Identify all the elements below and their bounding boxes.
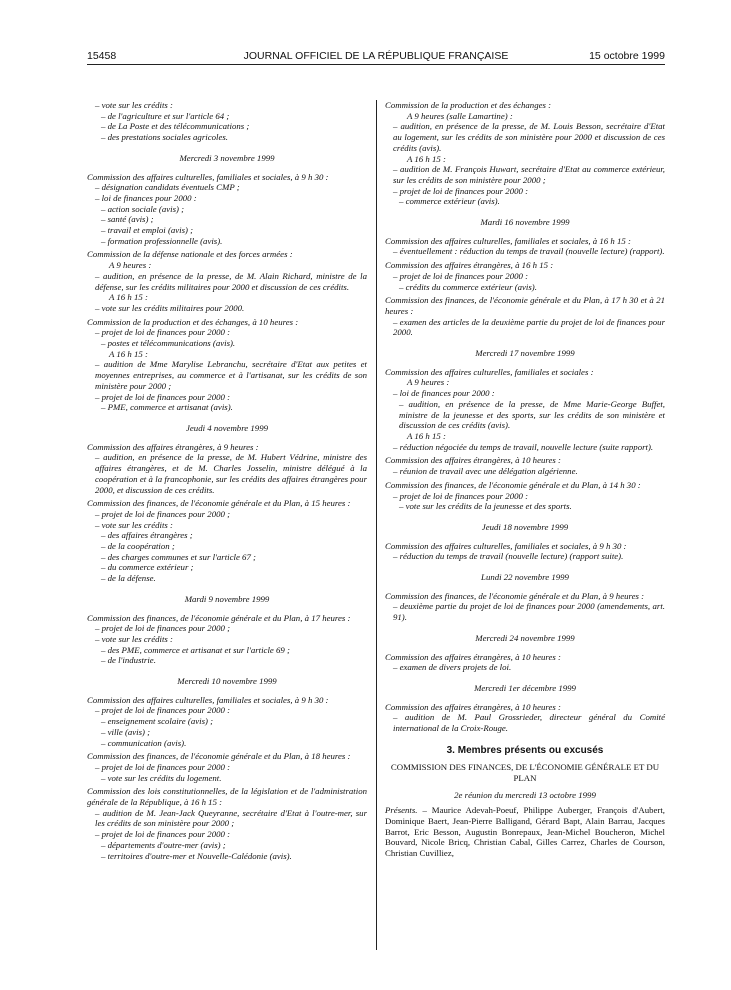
agenda-item: – audition, en présence de la presse, de M. Alain Richard, ministre de la défense, sur les crédits militaires pour 2000 et discussion de ces crédits. <box>95 270 367 292</box>
commission-entry: Commission des affaires culturelles, familiales et sociales, à 9 h 30 : <box>385 540 627 551</box>
agenda-item: – vote sur les crédits : <box>95 633 173 644</box>
commission-entry: Commission des affaires étrangères, à 16 h 15 : <box>385 260 554 271</box>
agenda-item: A 16 h 15 : <box>407 153 446 164</box>
agenda-item: – audition de M. Jean-Jack Queyranne, secrétaire d'Etat à l'outre-mer, sur les crédits de son ministère pour 2000 ; <box>95 807 367 829</box>
agenda-item: – projet de loi de finances pour 2000 : <box>95 327 231 338</box>
agenda-item: – loi de finances pour 2000 : <box>95 192 197 203</box>
agenda-item: – projet de loi de finances pour 2000 : <box>95 705 231 716</box>
agenda-item: – projet de loi de finances pour 2000 ; <box>95 508 231 519</box>
agenda-item: A 9 heures : <box>407 377 450 388</box>
agenda-item: – de l'industrie. <box>101 655 156 666</box>
agenda-item: – réduction du temps de travail (nouvelle lecture) (rapport suite). <box>393 551 624 562</box>
agenda-item: – crédits du commerce extérieur (avis). <box>399 281 537 292</box>
agenda-item: – formation professionnelle (avis). <box>101 235 223 246</box>
agenda-item: – PME, commerce et artisanat (avis). <box>101 402 233 413</box>
commission-heading: COMMISSION DES FINANCES, DE L'ÉCONOMIE GÉNÉRALE ET DU PLAN <box>390 762 660 784</box>
agenda-item: – examen des articles de la deuxième partie du projet de loi de finances pour 2000. <box>393 316 665 338</box>
day-heading: Mercredi 3 novembre 1999 <box>179 152 275 163</box>
agenda-item: – de La Poste et des télécommunications ; <box>101 121 250 132</box>
commission-entry: Commission des affaires étrangères, à 10 heures : <box>385 455 561 466</box>
commission-entry: Commission des finances, de l'économie générale et du Plan, à 14 h 30 : <box>385 479 641 490</box>
agenda-item: – vote sur les crédits : <box>95 519 173 530</box>
commission-entry: Commission des affaires culturelles, familiales et sociales, à 9 h 30 : <box>87 694 329 705</box>
agenda-item: A 16 h 15 : <box>109 348 148 359</box>
commission-entry: Commission des finances, de l'économie générale et du Plan, à 18 heures : <box>87 751 351 762</box>
agenda-item: – audition, en présence de la presse, de M. Louis Besson, secrétaire d'Etat au logement, sur les crédits de son ministère pour 2000 et discussion de ces crédits (avis). <box>393 121 665 153</box>
meeting-subtitle: 2e réunion du mercredi 13 octobre 1999 <box>454 790 596 801</box>
page-header <box>87 50 665 65</box>
agenda-item: – vote sur les crédits militaires pour 2000. <box>95 302 245 313</box>
agenda-item: – projet de loi de finances pour 2000 : <box>393 185 529 196</box>
agenda-item: – du commerce extérieur ; <box>101 562 194 573</box>
day-heading: Jeudi 4 novembre 1999 <box>186 422 268 433</box>
present-members-list: – Maurice Adevah-Poeuf, Philippe Auberger, François d'Aubert, Dominique Baert, Jean-Pierre Balligand, Gérard Bapt, Alain Barrau, Jacques Barrot, Eric Besson, Augustin Bonrepaux, Jean-Michel Boucheron, Michel Bouvard, Nicole Bricq, Christian Cabal, Gilles Carrez, Charles de Courson, Christian Cuvilliez, <box>385 805 665 858</box>
agenda-item: – projet de loi de finances pour 2000 : <box>393 270 529 281</box>
day-heading: Mercredi 1er décembre 1999 <box>474 682 576 693</box>
commission-entry: Commission des finances, de l'économie générale et du Plan, à 15 heures : <box>87 498 351 509</box>
agenda-item: – de la défense. <box>101 573 156 584</box>
agenda-item: – des charges communes et sur l'article 67 ; <box>101 551 256 562</box>
agenda-item: – audition de M. Paul Grossrieder, directeur général du Comité international de la Croix-Rouge. <box>393 712 665 734</box>
agenda-item: A 9 heures : <box>109 260 152 271</box>
journal-title: JOURNAL OFFICIEL DE LA RÉPUBLIQUE FRANÇAISE <box>243 50 509 62</box>
day-heading: Jeudi 18 novembre 1999 <box>481 521 569 532</box>
agenda-item: – vote sur les crédits de la jeunesse et des sports. <box>399 501 572 512</box>
present-label: Présents. <box>385 805 418 816</box>
commission-entry: Commission des affaires culturelles, familiales et sociales : <box>385 366 594 377</box>
agenda-item: – désignation candidats éventuels CMP ; <box>95 182 240 193</box>
agenda-item: – des prestations sociales agricoles. <box>101 132 228 143</box>
agenda-item: – de l'agriculture et sur l'article 64 ; <box>101 110 230 121</box>
agenda-item: – travail et emploi (avis) ; <box>101 225 194 236</box>
right-column-agenda <box>385 100 665 734</box>
day-heading: Mardi 16 novembre 1999 <box>480 217 570 228</box>
commission-entry: Commission des affaires étrangères, à 9 heures : <box>87 441 259 452</box>
section-title: 3. Membres présents ou excusés <box>446 744 604 756</box>
agenda-item: – loi de finances pour 2000 : <box>393 388 495 399</box>
commission-entry: Commission des lois constitutionnelles, de la législation et de l'administration générale de la République, à 16 h 15 : <box>87 786 367 808</box>
agenda-item: – commerce extérieur (avis). <box>399 196 500 207</box>
left-column <box>87 100 367 861</box>
agenda-item: A 16 h 15 : <box>407 430 446 441</box>
agenda-item: – des affaires étrangères ; <box>101 530 193 541</box>
day-heading: Lundi 22 novembre 1999 <box>481 572 569 583</box>
day-heading: Mercredi 17 novembre 1999 <box>475 348 575 359</box>
agenda-item: – départements d'outre-mer (avis) ; <box>101 839 226 850</box>
commission-entry: Commission des affaires étrangères, à 10 heures : <box>385 701 561 712</box>
commission-entry: Commission des affaires étrangères, à 10 heures : <box>385 651 561 662</box>
commission-entry: Commission de la défense nationale et des forces armées : <box>87 249 293 260</box>
agenda-item: – deuxième partie du projet de loi de finances pour 2000 (amendements, art. 91). <box>393 601 665 623</box>
agenda-item: – enseignement scolaire (avis) ; <box>101 716 214 727</box>
agenda-item: – communication (avis). <box>101 737 187 748</box>
page-number: 15458 <box>87 50 117 62</box>
agenda-item: – de la coopération ; <box>101 541 175 552</box>
agenda-item: – projet de loi de finances pour 2000 : <box>95 391 231 402</box>
day-heading: Mercredi 10 novembre 1999 <box>177 676 277 687</box>
agenda-item: – des PME, commerce et artisanat et sur l'article 69 ; <box>101 644 290 655</box>
agenda-item: – réduction négociée du temps de travail, nouvelle lecture (suite rapport). <box>393 441 654 452</box>
right-column <box>385 100 665 859</box>
agenda-item: – examen de divers projets de loi. <box>393 662 512 673</box>
column-divider <box>376 100 377 950</box>
commission-entry: Commission des finances, de l'économie générale et du Plan, à 9 heures : <box>385 590 645 601</box>
agenda-item: – santé (avis) ; <box>101 214 154 225</box>
issue-date: 15 octobre 1999 <box>589 50 665 62</box>
agenda-item: – postes et télécommunications (avis). <box>101 338 236 349</box>
agenda-item: – audition, en présence de la presse, de M. Hubert Védrine, ministre des affaires étrangères, et de M. Charles Josselin, ministre délégué à la coopération et à la francophonie, sur les crédits des affaires étrangères pour 2000, et discussion de ces crédits. <box>95 452 367 495</box>
commission-entry: Commission des finances, de l'économie générale et du Plan, à 17 heures : <box>87 612 351 623</box>
agenda-item: – réunion de travail avec une délégation algérienne. <box>393 466 578 477</box>
agenda-item: – projet de loi de finances pour 2000 : <box>95 761 231 772</box>
agenda-item: A 16 h 15 : <box>109 292 148 303</box>
agenda-item: – audition, en présence de la presse, de Mme Marie-George Buffet, ministre de la jeunesse et des sports, sur les crédits de son ministère et discussion de ces crédits (avis). <box>399 398 665 431</box>
agenda-item: – action sociale (avis) ; <box>101 203 185 214</box>
commission-entry: Commission de la production et des échanges : <box>385 100 552 110</box>
commission-entry: Commission des affaires culturelles, familiales et sociales, à 9 h 30 : <box>87 171 329 182</box>
agenda-item: – projet de loi de finances pour 2000 : <box>393 490 529 501</box>
commission-entry: Commission de la production et des échanges, à 10 heures : <box>87 316 299 327</box>
agenda-item: – territoires d'outre-mer et Nouvelle-Calédonie (avis). <box>101 850 292 861</box>
agenda-item: A 9 heures (salle Lamartine) : <box>407 110 513 121</box>
day-heading: Mardi 9 novembre 1999 <box>184 593 270 604</box>
agenda-item: – audition de Mme Marylise Lebranchu, secrétaire d'Etat aux petites et moyennes entreprises, au commerce et à l'artisanat, sur les crédits de son ministère pour 2000 ; <box>95 359 367 391</box>
agenda-item: – vote sur les crédits : <box>95 100 173 110</box>
agenda-item: – projet de loi de finances pour 2000 : <box>95 829 231 840</box>
present-members <box>385 805 665 859</box>
commission-entry: Commission des finances, de l'économie générale et du Plan, à 17 h 30 et à 21 heures : <box>385 295 665 316</box>
agenda-item: – ville (avis) ; <box>101 726 151 737</box>
agenda-item: – projet de loi de finances pour 2000 ; <box>95 623 231 634</box>
day-heading: Mercredi 24 novembre 1999 <box>475 632 575 643</box>
agenda-item: – éventuellement : réduction du temps de travail (nouvelle lecture) (rapport). <box>393 246 665 257</box>
commission-entry: Commission des affaires culturelles, familiales et sociales, à 16 h 15 : <box>385 235 631 246</box>
agenda-item: – audition de M. François Huwart, secrétaire d'Etat au commerce extérieur, sur les crédits de son ministère pour 2000 ; <box>393 164 665 185</box>
agenda-item: – vote sur les crédits du logement. <box>101 772 222 783</box>
